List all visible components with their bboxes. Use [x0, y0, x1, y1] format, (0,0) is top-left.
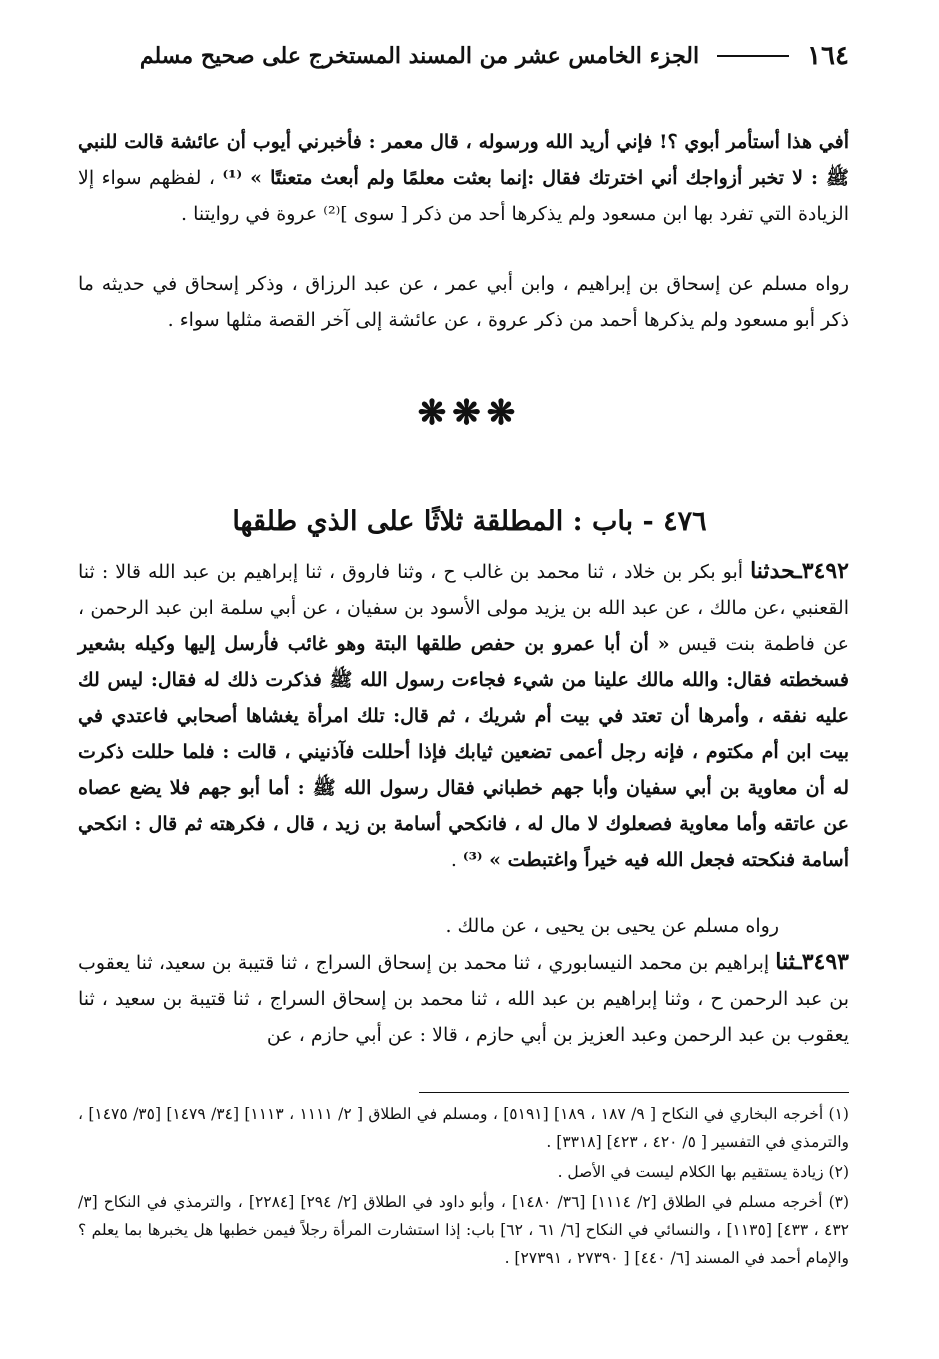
footnote-3: (٣) أخرجه مسلم في الطلاق [٢/ ١١١٤] [٣٦/ ١٤٨٠] ، وأبو داود في الطلاق [٢/ ٢٩٤] [٢٢٨٤] ، والترمذي في النكاح [٣/ ٤٣٢ ، ٤٣٣] [١١٣٥] ، والنسائي في النكاح [٦/ ٦١ ، ٦٢] باب: إذا استشارت المرأة رجلاً فيمن خطبها هل يخبرها بما يعلم ؟ والإمام أحمد في المسند [٦/ ٤٤٠] [ ٢٧٣٩٠ ، ٢٧٣٩١] .: [78, 1193, 850, 1267]
footnotes: [78, 1100, 849, 1274]
header-rule: [717, 55, 789, 57]
hadith-end: .: [450, 849, 463, 871]
hadith-number: ٣٤٩٣ـثنا: [775, 949, 849, 975]
chapter-title: ٤٧٦ - باب : المطلقة ثلاثًا على الذي طلقها: [232, 506, 707, 537]
hadith-chain: إبراهيم بن محمد النيسابوري ، ثنا محمد بن إسحاق السراج ، ثنا قتيبة بن سعيد، ثنا يعقوب بن عبد الرحمن ح ، وثنا إبراهيم بن عبد الله ، ثنا محمد بن إسحاق السراج ، ثنا قتيبة بن سعيد ، ثنا يعقوب بن عبد الرحمن وعبد العزيز بن أبي حازم ، قالا : عن أبي حازم ، عن: [78, 952, 849, 1046]
hadith-number: ٣٤٩٢ـحدثنا: [750, 558, 849, 584]
running-title: الجزء الخامس عشر من المسند المستخرج على صحيح مسلم: [139, 43, 700, 69]
footnote-rule: [419, 1092, 849, 1093]
footnote-1: (١) أخرجه البخاري في النكاح [ ٩/ ١٨٧ ، ١٨٩] [٥١٩١] ، ومسلم في الطلاق [ ٢/ ١١١١ ، ١١١٣] [٣٤/ ١٤٧٩] [٣٥/ ١٤٧٥] ، والترمذي في التفسير [ ٥/ ٤٢٠ ، ٤٢٣] [٣٣١٨] .: [78, 1105, 849, 1151]
paragraph-1: [78, 124, 849, 232]
paragraph-1-bold: أفي هذا أستأمر أبوي ؟! فإني أريد الله ورسوله ، قال معمر : فأخبرني أيوب أن عائشة قالت للنبي ﷺ : لا تخبر أزواجك أني اخترتك فقال :إنما بعثت معلمًا ولم أبعث متعنتًا » ⁽¹⁾: [78, 131, 849, 189]
hadith-3493: [78, 944, 849, 1053]
hadith-matn: « أن أبا عمرو بن حفص طلقها البتة وهو غائب فأرسل إليها وكيله بشعير فسخطته فقال: والله مالك علينا من شيء فجاءت رسول الله ﷺ فذكرت ذلك له فقال: ليس لك عليه نفقه ، وأمرها أن تعتد في بيت أم شريك ، ثم قال: تلك امرأة يغشاها أصحابي فاعتدي في بيت ابن أم مكتوم ، فإنه رجل أعمى تضعين ثيابك فإذا أحللت فآذنيني ، قالت : فلما حللت ذكرت له أن معاوية بن أبي سفيان وأبا جهم خطباني فقال رسول الله ﷺ : أما أبو جهم فلا يضع عصاه عن عاتقه وأما معاوية فصعلوك لا مال له ، فانكحي أسامة بن زيد ، قال ، فكرهته ثم قال : انكحي أسامة فنكحته فجعل الله فيه خيراً واغتبطت » ⁽³⁾: [78, 633, 849, 871]
paragraph-1-rest: ، لفظهم سواء إلا الزيادة التي تفرد بها ابن مسعود ولم يذكرها أحد من ذكر [ سوى ]⁽²⁾ عروة في روايتنا .: [78, 167, 849, 225]
section-separator: ❋❋❋: [417, 393, 522, 433]
page-number: ١٦٤: [807, 41, 849, 71]
hadith-chain: أبو بكر بن خلاد ، ثنا محمد بن غالب ح ، وثنا فاروق ، ثنا إبراهيم بن عبد الله قالا : ثنا القعنبي ،عن مالك ، عن عبد الله بن يزيد مولى الأسود بن سفيان ، عن أبي سلمة ابن عبد الرحمن ، عن فاطمة بنت قيس: [78, 561, 850, 655]
paragraph-narration: رواه مسلم عن يحيى بن يحيى ، عن مالك .: [445, 915, 779, 937]
footnote-2: (٢) زيادة يستقيم بها الكلام ليست في الأصل .: [557, 1163, 849, 1181]
page-header: [80, 36, 849, 76]
paragraph-2: رواه مسلم عن إسحاق بن إبراهيم ، وابن أبي عمر ، عن عبد الرزاق ، وذكر إسحاق في حديثه ما ذكر أبو مسعود ولم يذكرها أحمد من ذكر عروة ، عن عائشة إلى آخر القصة مثلها سواء .: [78, 273, 849, 331]
hadith-3492: [78, 553, 849, 878]
